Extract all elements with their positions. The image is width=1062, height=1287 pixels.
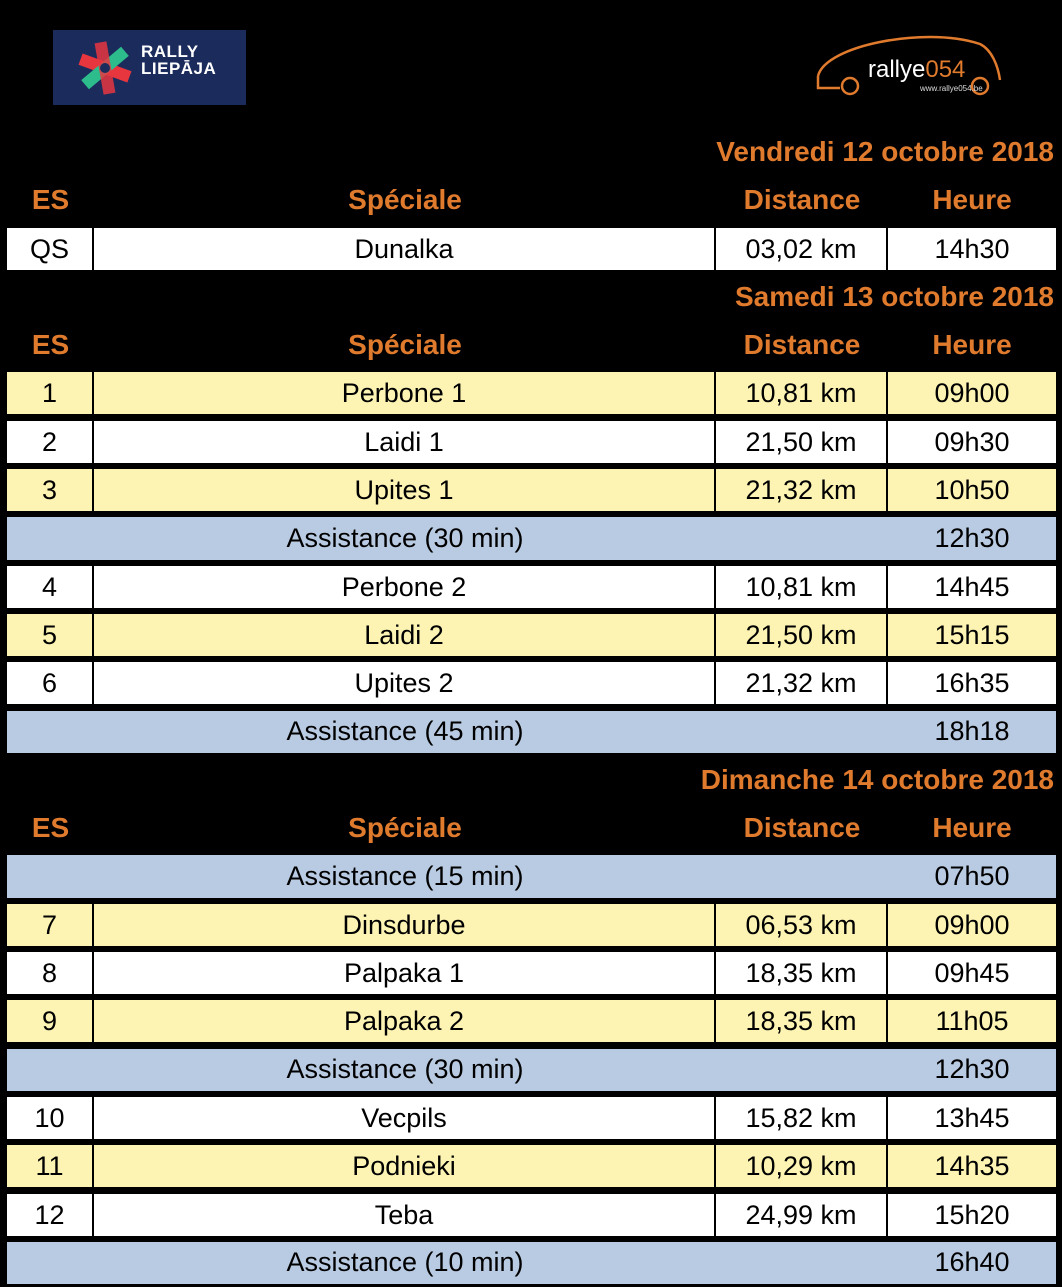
header-speciale: Spéciale [348,812,462,844]
stage-distance: 03,02 km [716,228,888,270]
stage-time: 09h30 [888,421,1056,463]
stage-distance: 15,82 km [716,1097,888,1139]
header-distance: Distance [743,329,861,361]
stage-number: 11 [7,1145,94,1187]
stage-row [7,1094,1056,1142]
day-date-heading: Vendredi 12 octobre 2018 [716,136,1054,168]
brand-name [868,56,965,84]
header-heure: Heure [932,329,1012,361]
brand-prefix: rallye [868,56,926,83]
stage-distance: 06,53 km [716,904,888,946]
stage-name: Palpaka 2 [94,1000,716,1042]
stage-number: 2 [7,421,94,463]
stage-distance: 10,29 km [716,1145,888,1187]
stage-time: 09h00 [888,372,1056,414]
stage-row [7,563,1056,611]
logo-line-1: RALLY [141,42,199,61]
stage-number: 3 [7,469,94,511]
header-es: ES [31,812,70,844]
assistance-time: 12h30 [934,1054,1010,1085]
header-heure: Heure [932,184,1012,216]
assistance-label: Assistance (15 min) [286,861,524,892]
stage-time: 09h45 [888,952,1056,994]
header-heure: Heure [932,812,1012,844]
stage-name: Upites 2 [94,662,716,704]
stage-number: 8 [7,952,94,994]
stage-time: 10h50 [888,469,1056,511]
stage-time: 14h30 [888,228,1056,270]
stage-distance: 24,99 km [716,1194,888,1236]
rally-liepaja-logo [53,30,246,105]
stage-distance: 21,32 km [716,469,888,511]
stage-number: 9 [7,1000,94,1042]
stage-number: 7 [7,904,94,946]
assistance-label: Assistance (30 min) [286,523,524,554]
stage-distance: 21,50 km [716,421,888,463]
assistance-time: 07h50 [934,861,1010,892]
stage-distance: 18,35 km [716,1000,888,1042]
stage-number: 1 [7,372,94,414]
stage-row [7,369,1056,417]
stage-distance: 18,35 km [716,952,888,994]
logo-line-2: LIEPĀJA [141,59,217,78]
stage-name: Vecpils [94,1097,716,1139]
column-header-row [7,804,1056,852]
stage-distance: 10,81 km [716,372,888,414]
assistance-row [7,855,1056,897]
stage-row [7,466,1056,514]
stage-number: QS [7,228,94,270]
assistance-label: Assistance (30 min) [286,1054,524,1085]
stage-name: Upites 1 [94,469,716,511]
stage-number: 4 [7,566,94,608]
stage-row [7,1142,1056,1190]
stage-row [7,418,1056,466]
logo-text [141,43,216,77]
stage-row [7,1191,1056,1239]
column-header-row [7,176,1056,224]
assistance-label: Assistance (45 min) [286,716,524,747]
stage-name: Teba [94,1194,716,1236]
stage-time: 14h35 [888,1145,1056,1187]
stage-row [7,611,1056,659]
stage-name: Perbone 2 [94,566,716,608]
stage-time: 16h35 [888,662,1056,704]
column-header-row [7,321,1056,369]
assistance-row [7,1242,1056,1284]
header-distance: Distance [743,812,861,844]
brand-suffix: 054 [925,56,966,83]
stage-distance: 21,32 km [716,662,888,704]
stage-number: 12 [7,1194,94,1236]
stage-time: 15h20 [888,1194,1056,1236]
stage-name: Podnieki [94,1145,716,1187]
assistance-time: 12h30 [934,523,1010,554]
rallye054-logo [810,30,1010,102]
stage-number: 10 [7,1097,94,1139]
stage-name: Dunalka [94,228,716,270]
assistance-row [7,711,1056,753]
schedule-table [7,128,1056,1287]
assistance-row [7,517,1056,559]
day-date-heading: Samedi 13 octobre 2018 [734,281,1054,313]
header-speciale: Spéciale [348,329,462,361]
header [0,0,1062,130]
stage-row [7,659,1056,707]
stage-number: 6 [7,662,94,704]
stage-name: Palpaka 1 [94,952,716,994]
stage-name: Dinsdurbe [94,904,716,946]
assistance-label: Assistance (10 min) [286,1247,524,1278]
header-es: ES [31,184,70,216]
header-speciale: Spéciale [348,184,462,216]
stage-distance: 10,81 km [716,566,888,608]
assistance-time: 16h40 [934,1247,1010,1278]
stage-distance: 21,50 km [716,614,888,656]
stage-row [7,225,1056,273]
day-date-heading: Dimanche 14 octobre 2018 [700,764,1054,795]
assistance-row [7,1049,1056,1091]
stage-time: 13h45 [888,1097,1056,1139]
header-distance: Distance [743,184,861,216]
stage-time: 15h15 [888,614,1056,656]
stage-name: Laidi 2 [94,614,716,656]
stage-row [7,997,1056,1045]
brand-url: www.rallye054.be [920,84,983,93]
stage-time: 11h05 [888,1000,1056,1042]
stage-row [7,901,1056,949]
stage-time: 09h00 [888,904,1056,946]
stage-number: 5 [7,614,94,656]
stage-row [7,949,1056,997]
stage-name: Laidi 1 [94,421,716,463]
assistance-time: 18h18 [934,716,1010,747]
stage-time: 14h45 [888,566,1056,608]
header-es: ES [31,329,70,361]
stage-name: Perbone 1 [94,372,716,414]
